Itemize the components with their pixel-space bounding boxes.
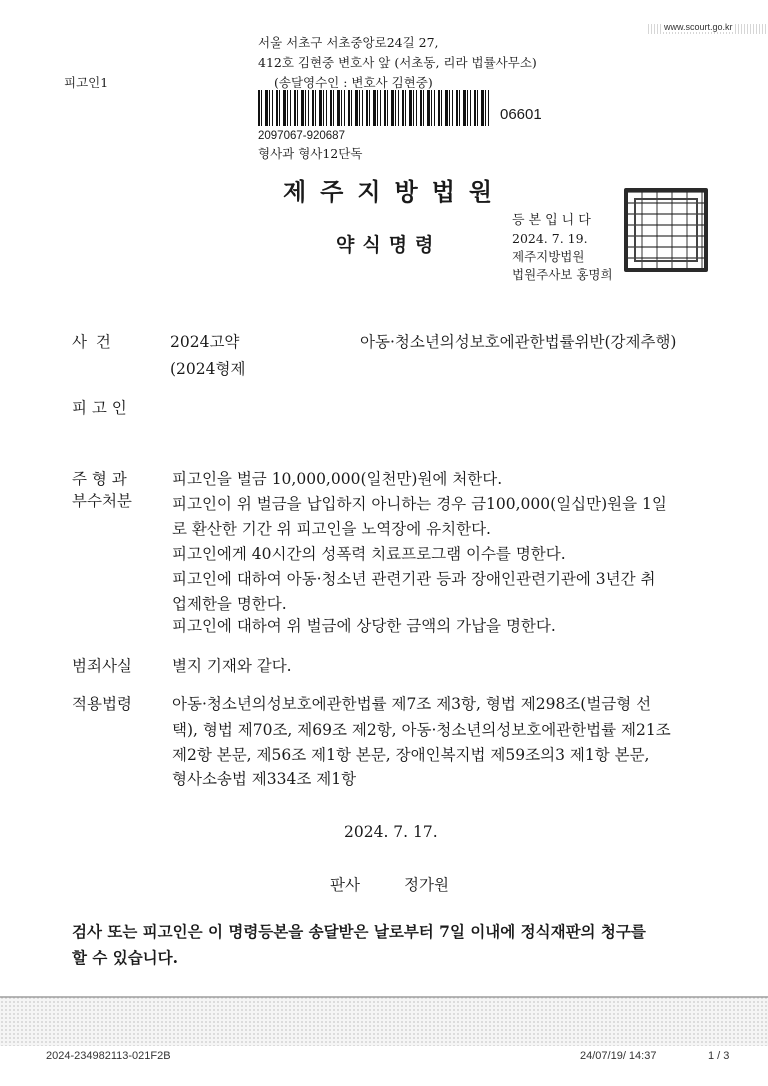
sentence-line: 로 환산한 기간 위 피고인을 노역장에 유치한다. — [172, 520, 491, 538]
footer-page-number: 1 / 3 — [708, 1050, 730, 1062]
certification-officer: 법원주사보 홍명희 — [512, 267, 613, 282]
sentence-label-2: 부수처분 — [72, 492, 132, 510]
certification-date: 2024. 7. 19. — [512, 231, 588, 246]
certification-text: 등본입니다 — [512, 213, 595, 228]
case-sub-number: (2024형제 — [170, 360, 246, 378]
court-title: 제주지방법원 — [283, 178, 507, 206]
sentence-line: 피고인을 벌금 10,000,000(일천만)원에 처한다. — [172, 470, 503, 488]
applicable-law-line: 택), 형법 제70조, 제69조 제2항, 아동·청소년의성보호에관한법률 제21조 — [172, 721, 671, 739]
applicable-law-label: 적용법령 — [72, 695, 132, 713]
case-number: 2024고약 — [170, 333, 240, 351]
sentence-line: 피고인에 대하여 아동·청소년 관련기관 등과 장애인관련기관에 3년간 취 — [172, 570, 656, 588]
certification-court: 제주지방법원 — [512, 249, 585, 264]
notice-line-1: 검사 또는 피고인은 이 명령등본을 송달받은 날로부터 7일 이내에 정식재판의 청구를 — [72, 922, 646, 941]
notice-line-2: 할 수 있습니다. — [72, 948, 179, 967]
division: 형사과 형사12단독 — [258, 146, 363, 161]
website-url: www.scourt.go.kr — [664, 22, 733, 32]
recipient-line: (송달영수인 : 변호사 김현중) — [274, 75, 433, 90]
sentence-label-1: 주 형 과 — [72, 470, 127, 488]
judge-title: 판사 — [330, 876, 360, 894]
sentence-line: 피고인에게 40시간의 성폭력 치료프로그램 이수를 명한다. — [172, 545, 566, 563]
applicable-law-line: 제2항 본문, 제56조 제1항 본문, 장애인복지법 제59조의3 제1항 본문, — [172, 746, 650, 764]
website-strip — [648, 22, 766, 36]
sentence-line: 피고인에 대하여 위 벌금에 상당한 금액의 가납을 명한다. — [172, 617, 556, 635]
barcode-bars — [258, 90, 490, 126]
footer-doc-id: 2024-234982113-021F2B — [46, 1050, 171, 1062]
barcode — [258, 90, 490, 126]
postal-code: 06601 — [500, 106, 542, 123]
crime-facts-text: 별지 기재와 같다. — [172, 657, 292, 675]
crime-facts-label: 범죄사실 — [72, 657, 132, 675]
document-title: 약식명령 — [336, 234, 442, 256]
judge-name: 정가원 — [404, 876, 449, 894]
case-label: 사 건 — [72, 333, 113, 351]
footer-timestamp: 24/07/19/ 14:37 — [580, 1050, 657, 1062]
applicable-law-line: 아동·청소년의성보호에관한법률 제7조 제3항, 형법 제298조(벌금형 선 — [172, 695, 652, 713]
address-line-1: 서울 서초구 서초중앙로24길 27, — [258, 35, 439, 50]
certification-block — [512, 212, 613, 284]
sentence-line: 피고인이 위 벌금을 납입하지 아니하는 경우 금100,000(일십만)원을 1일 — [172, 495, 667, 513]
sentence-line: 업제한을 명한다. — [172, 595, 287, 613]
defendant-tag: 피고인1 — [64, 75, 109, 90]
footer-band-edge — [0, 996, 768, 998]
address-line-2: 412호 김현중 변호사 앞 (서초동, 리라 법률사무소) — [258, 55, 537, 70]
barcode-number: 2097067-920687 — [258, 130, 345, 142]
footer-pattern-band — [0, 996, 768, 1046]
decision-date: 2024. 7. 17. — [344, 823, 438, 841]
seal-inner-border — [634, 198, 698, 262]
case-offense: 아동·청소년의성보호에관한법률위반(강제추행) — [360, 333, 677, 351]
defendant-label: 피 고 인 — [72, 399, 127, 417]
court-seal — [624, 188, 708, 272]
applicable-law-line: 형사소송법 제334조 제1항 — [172, 770, 357, 788]
